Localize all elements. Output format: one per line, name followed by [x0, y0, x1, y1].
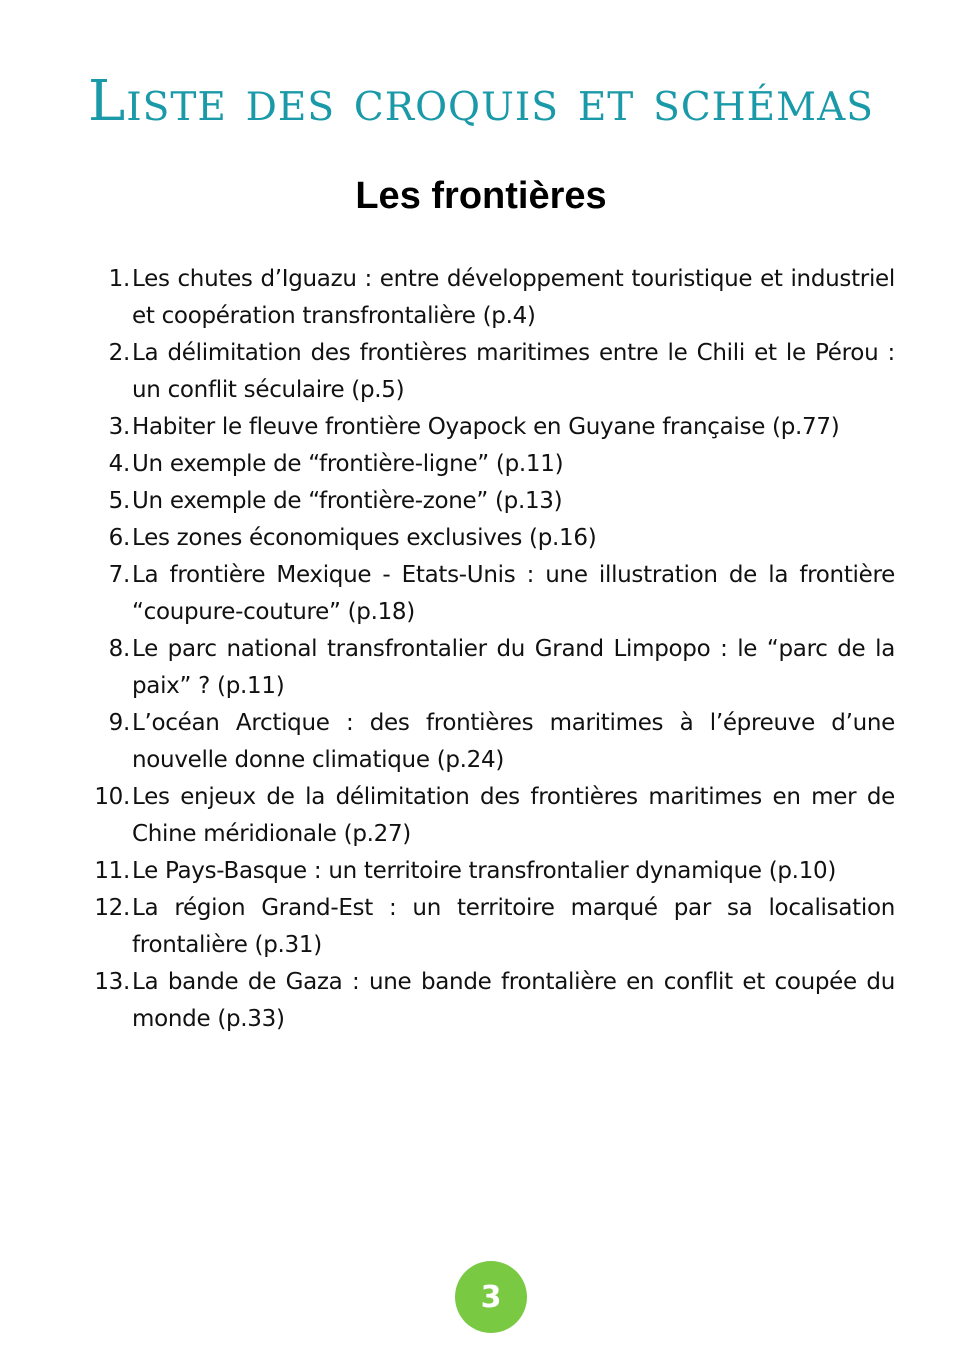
list-item-text: La frontière Mexique - Etats-Unis : une illustration de la frontière “coupure-couture” (p.18) — [132, 562, 895, 625]
list-item-text: Les zones économiques exclusives (p.16) — [132, 525, 597, 551]
list-item — [80, 779, 895, 853]
list-item — [80, 853, 895, 890]
list-item-number: 13. — [94, 969, 130, 995]
page-number: 3 — [480, 1279, 502, 1315]
list-item-text: La bande de Gaza : une bande frontalière en conflit et coupée du monde (p.33) — [132, 969, 895, 1032]
list-item — [80, 261, 895, 335]
list-item-text: Habiter le fleuve frontière Oyapock en Guyane française (p.77) — [132, 414, 840, 440]
list-item-text: Le Pays-Basque : un territoire transfrontalier dynamique (p.10) — [132, 858, 837, 884]
page-number-badge — [455, 1261, 527, 1333]
list-item-number: 3. — [108, 414, 130, 440]
list-item — [80, 520, 895, 557]
list-item-text: L’océan Arctique : des frontières maritimes à l’épreuve d’une nouvelle donne climatique (p.24) — [132, 710, 895, 773]
list-item-text: Un exemple de “frontière-zone” (p.13) — [132, 488, 563, 514]
list-item-number: 7. — [108, 562, 130, 588]
list-item-number: 2. — [108, 340, 130, 366]
section-title: Les frontières — [355, 175, 607, 217]
list-item-number: 5. — [108, 488, 130, 514]
list-item-number: 6. — [108, 525, 130, 551]
list-item-text: La région Grand-Est : un territoire marqué par sa localisation frontalière (p.31) — [132, 895, 895, 958]
list-item — [80, 631, 895, 705]
list-item-number: 4. — [108, 451, 130, 477]
list-item-number: 1. — [108, 266, 130, 292]
list-item-number: 12. — [94, 895, 130, 921]
list-item-number: 11. — [94, 858, 130, 884]
list-item — [80, 483, 895, 520]
list-item — [80, 446, 895, 483]
list-item — [80, 964, 895, 1038]
list-item — [80, 557, 895, 631]
list-item-number: 8. — [108, 636, 130, 662]
figure-list — [80, 261, 895, 1038]
list-item-text: Un exemple de “frontière-ligne” (p.11) — [132, 451, 564, 477]
list-item-number: 9. — [108, 710, 130, 736]
list-item — [80, 335, 895, 409]
list-item — [80, 409, 895, 446]
list-item — [80, 890, 895, 964]
list-item-text: La délimitation des frontières maritimes entre le Chili et le Pérou : un conflit séculaire (p.5) — [132, 340, 895, 403]
list-item-text: Les enjeux de la délimitation des frontières maritimes en mer de Chine méridionale (p.27) — [132, 784, 895, 847]
list-item-text: Le parc national transfrontalier du Grand Limpopo : le “parc de la paix” ? (p.11) — [132, 636, 895, 699]
list-item — [80, 705, 895, 779]
list-item-text: Les chutes d’Iguazu : entre développement touristique et industriel et coopération transfrontalière (p.4) — [132, 266, 895, 329]
page-title: Liste des croquis et schémas — [88, 69, 874, 134]
list-item-number: 10. — [94, 784, 130, 810]
